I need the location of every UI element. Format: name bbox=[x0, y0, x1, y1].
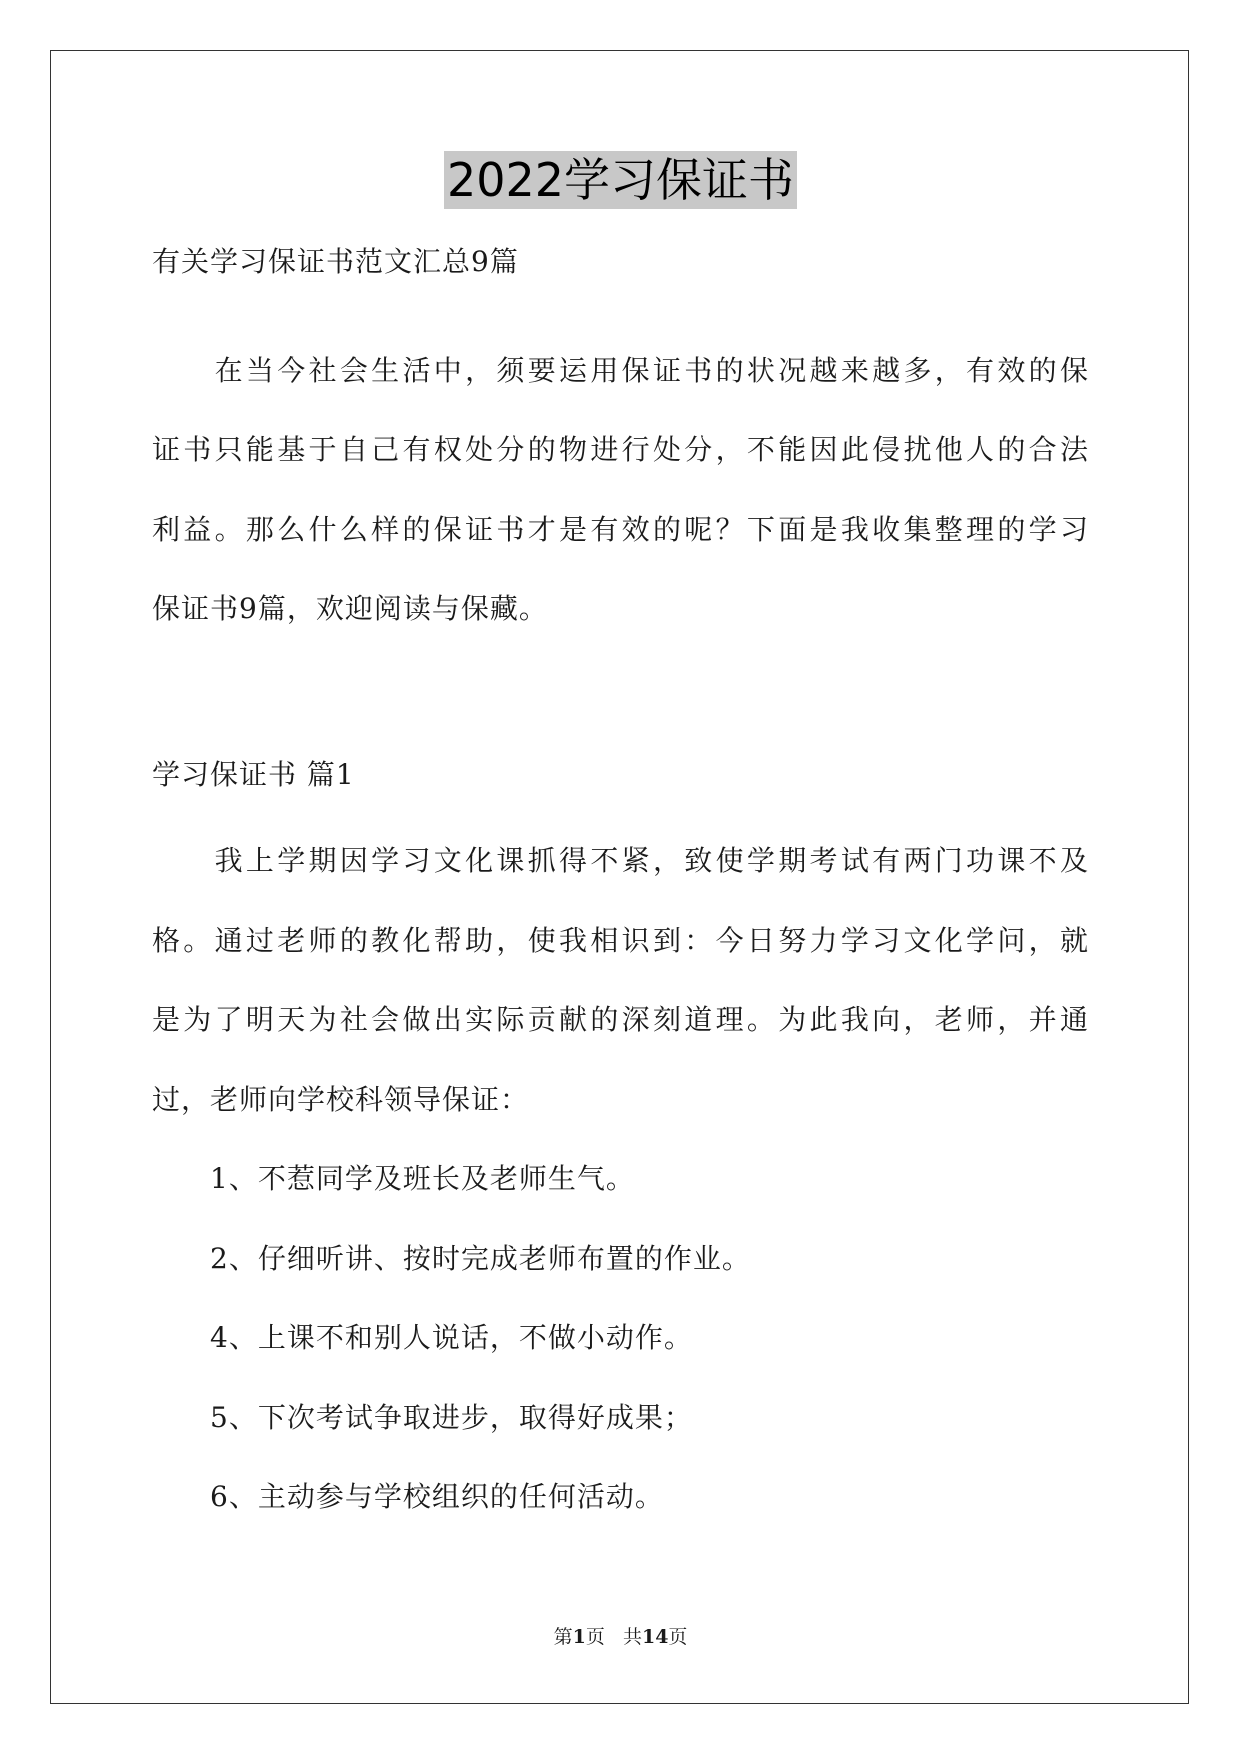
body-line: 在当今社会生活中，须要运用保证书的状况越来越多，有效的保 bbox=[152, 354, 1088, 387]
body-line: 证书只能基于自己有权处分的物进行处分，不能因此侵扰他人的合法 bbox=[152, 433, 1088, 466]
total-prefix: 共 bbox=[622, 1626, 642, 1648]
intro-heading: 有关学习保证书范文汇总9篇 bbox=[152, 245, 519, 278]
body-line: 保证书9篇，欢迎阅读与保藏。 bbox=[152, 592, 548, 625]
body-line: 利益。那么什么样的保证书才是有效的呢？下面是我收集整理的学习 bbox=[152, 513, 1088, 546]
total-pages: 14 bbox=[641, 1626, 669, 1648]
section-heading: 学习保证书 篇1 bbox=[152, 758, 355, 791]
document-title: 2022学习保证书 bbox=[444, 151, 797, 209]
list-item: 5、下次考试争取进步，取得好成果； bbox=[152, 1401, 693, 1434]
list-item: 6、主动参与学校组织的任何活动。 bbox=[152, 1480, 664, 1513]
list-item: 2、仔细听讲、按时完成老师布置的作业。 bbox=[152, 1242, 751, 1275]
list-item: 1、不惹同学及班长及老师生气。 bbox=[152, 1162, 635, 1195]
list-item: 4、上课不和别人说话，不做小动作。 bbox=[152, 1321, 693, 1354]
body-line: 是为了明天为社会做出实际贡献的深刻道理。为此我向，老师，并通 bbox=[152, 1003, 1088, 1036]
page-suffix: 页 bbox=[585, 1626, 605, 1648]
title-container bbox=[0, 151, 1241, 209]
page-footer bbox=[0, 1624, 1241, 1650]
body-line: 过，老师向学校科领导保证： bbox=[152, 1083, 530, 1116]
total-suffix: 页 bbox=[668, 1626, 688, 1648]
body-line: 我上学期因学习文化课抓得不紧，致使学期考试有两门功课不及 bbox=[152, 844, 1088, 877]
page-prefix: 第 bbox=[553, 1626, 573, 1648]
page-number: 1 bbox=[572, 1626, 586, 1648]
body-line: 格。通过老师的教化帮助，使我相识到：今日努力学习文化学问，就 bbox=[152, 924, 1088, 957]
